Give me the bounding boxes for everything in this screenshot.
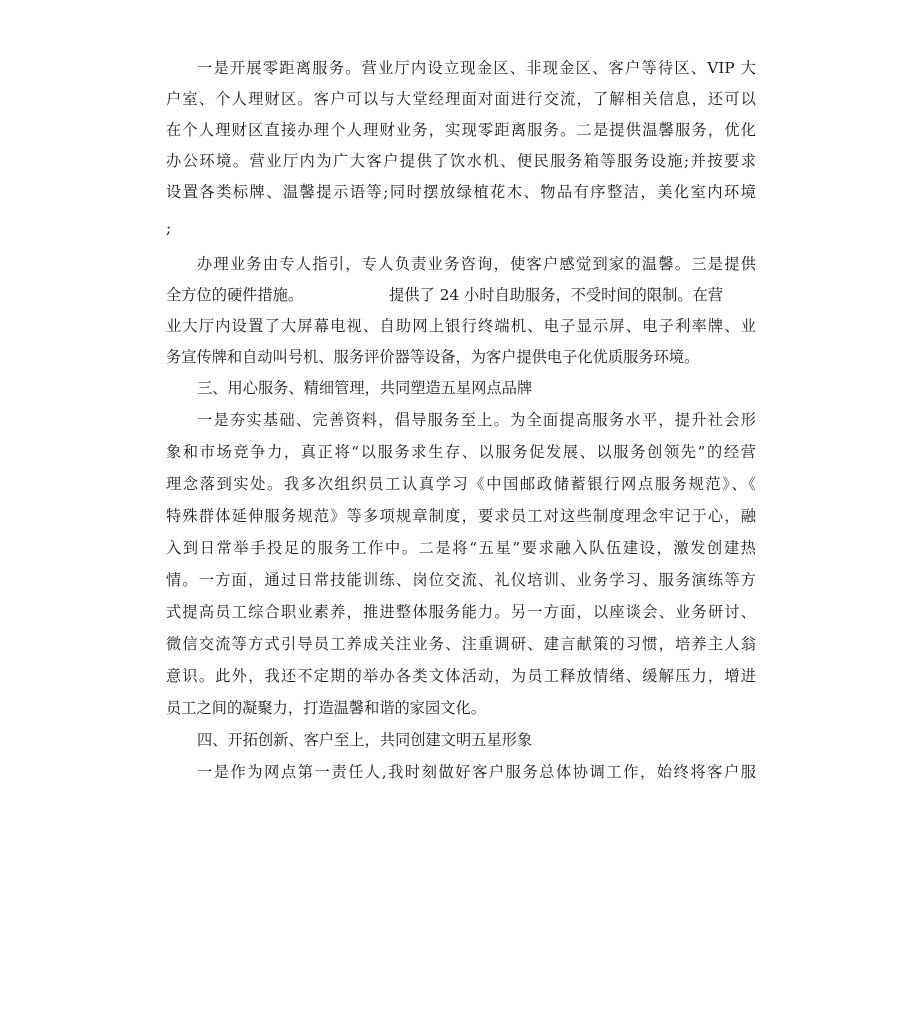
paragraph-line: 情。一方面，通过日常技能训练、岗位交流、礼仪培训、业务学习、服务演练等方 <box>166 571 756 589</box>
paragraph-line: 办公环境。营业厅内为广大客户提供了饮水机、便民服务箱等服务设施;并按要求 <box>166 152 756 170</box>
paragraph-line: 在个人理财区直接办理个人理财业务，实现零距离服务。二是提供温馨服务，优化 <box>166 121 756 139</box>
paragraph-line: 设置各类标牌、温馨提示语等;同时摆放绿植花木、物品有序整洁，美化室内环境 <box>166 183 756 201</box>
paragraph-line: 户室、个人理财区。客户可以与大堂经理面对面进行交流，了解相关信息，还可以 <box>166 90 756 108</box>
paragraph-line: 一是开展零距离服务。营业厅内设立现金区、非现金区、客户等待区、VIP 大 <box>197 59 756 77</box>
paragraph-line: 理念落到实处。我多次组织员工认真学习《中国邮政储蓄银行网点服务规范》、《 <box>166 475 756 493</box>
paragraph-line: 员工之间的凝聚力，打造温馨和谐的家园文化。 <box>166 699 486 717</box>
paragraph-line: 业大厅内设置了大屏幕电视、自助网上银行终端机、电子显示屏、电子利率牌、业 <box>166 317 756 335</box>
paragraph-line: 象和市场竞争力，真正将“以服务求生存、以服务促发展、以服务创领先”的经营 <box>166 443 756 461</box>
paragraph-line: 式提高员工综合职业素养，推进整体服务能力。另一方面，以座谈会、业务研讨、 <box>166 603 756 621</box>
paragraph-line: 办理业务由专人指引，专人负责业务咨询，使客户感觉到家的温馨。三是提供 <box>197 255 756 273</box>
paragraph-line-start: 全方位的硬件措施。 <box>166 286 304 304</box>
paragraph-line: 意识。此外，我还不定期的举办各类文体活动，为员工释放情绪、缓解压力，增进 <box>166 667 756 685</box>
paragraph-line: 一是作为网点第一责任人,我时刻做好客户服务总体协调工作，始终将客户服 <box>197 763 756 781</box>
section-heading: 四、开拓创新、客户至上，共同创建文明五星形象 <box>197 731 533 749</box>
paragraph-line: 一是夯实基础、完善资料，倡导服务至上。为全面提高服务水平，提升社会形 <box>197 411 756 429</box>
paragraph-line: ; <box>166 219 172 237</box>
paragraph-line: 入到日常举手投足的服务工作中。二是将“五星”要求融入队伍建设，激发创建热 <box>166 539 756 557</box>
paragraph-line: 微信交流等方式引导员工养成关注业务、注重调研、建言献策的习惯，培养主人翁 <box>166 635 756 653</box>
paragraph-line <box>166 283 756 307</box>
paragraph-line: 特殊群体延伸服务规范》等多项规章制度，要求员工对这些制度理念牢记于心，融 <box>166 507 756 525</box>
section-heading: 三、用心服务、精细管理，共同塑造五星网点品牌 <box>197 379 533 397</box>
paragraph-line-end: 提供了 24 小时自助服务，不受时间的限制。在营 <box>389 286 724 304</box>
paragraph-line: 务宣传牌和自动叫号机、服务评价器等设备，为客户提供电子化优质服务环境。 <box>166 348 700 366</box>
